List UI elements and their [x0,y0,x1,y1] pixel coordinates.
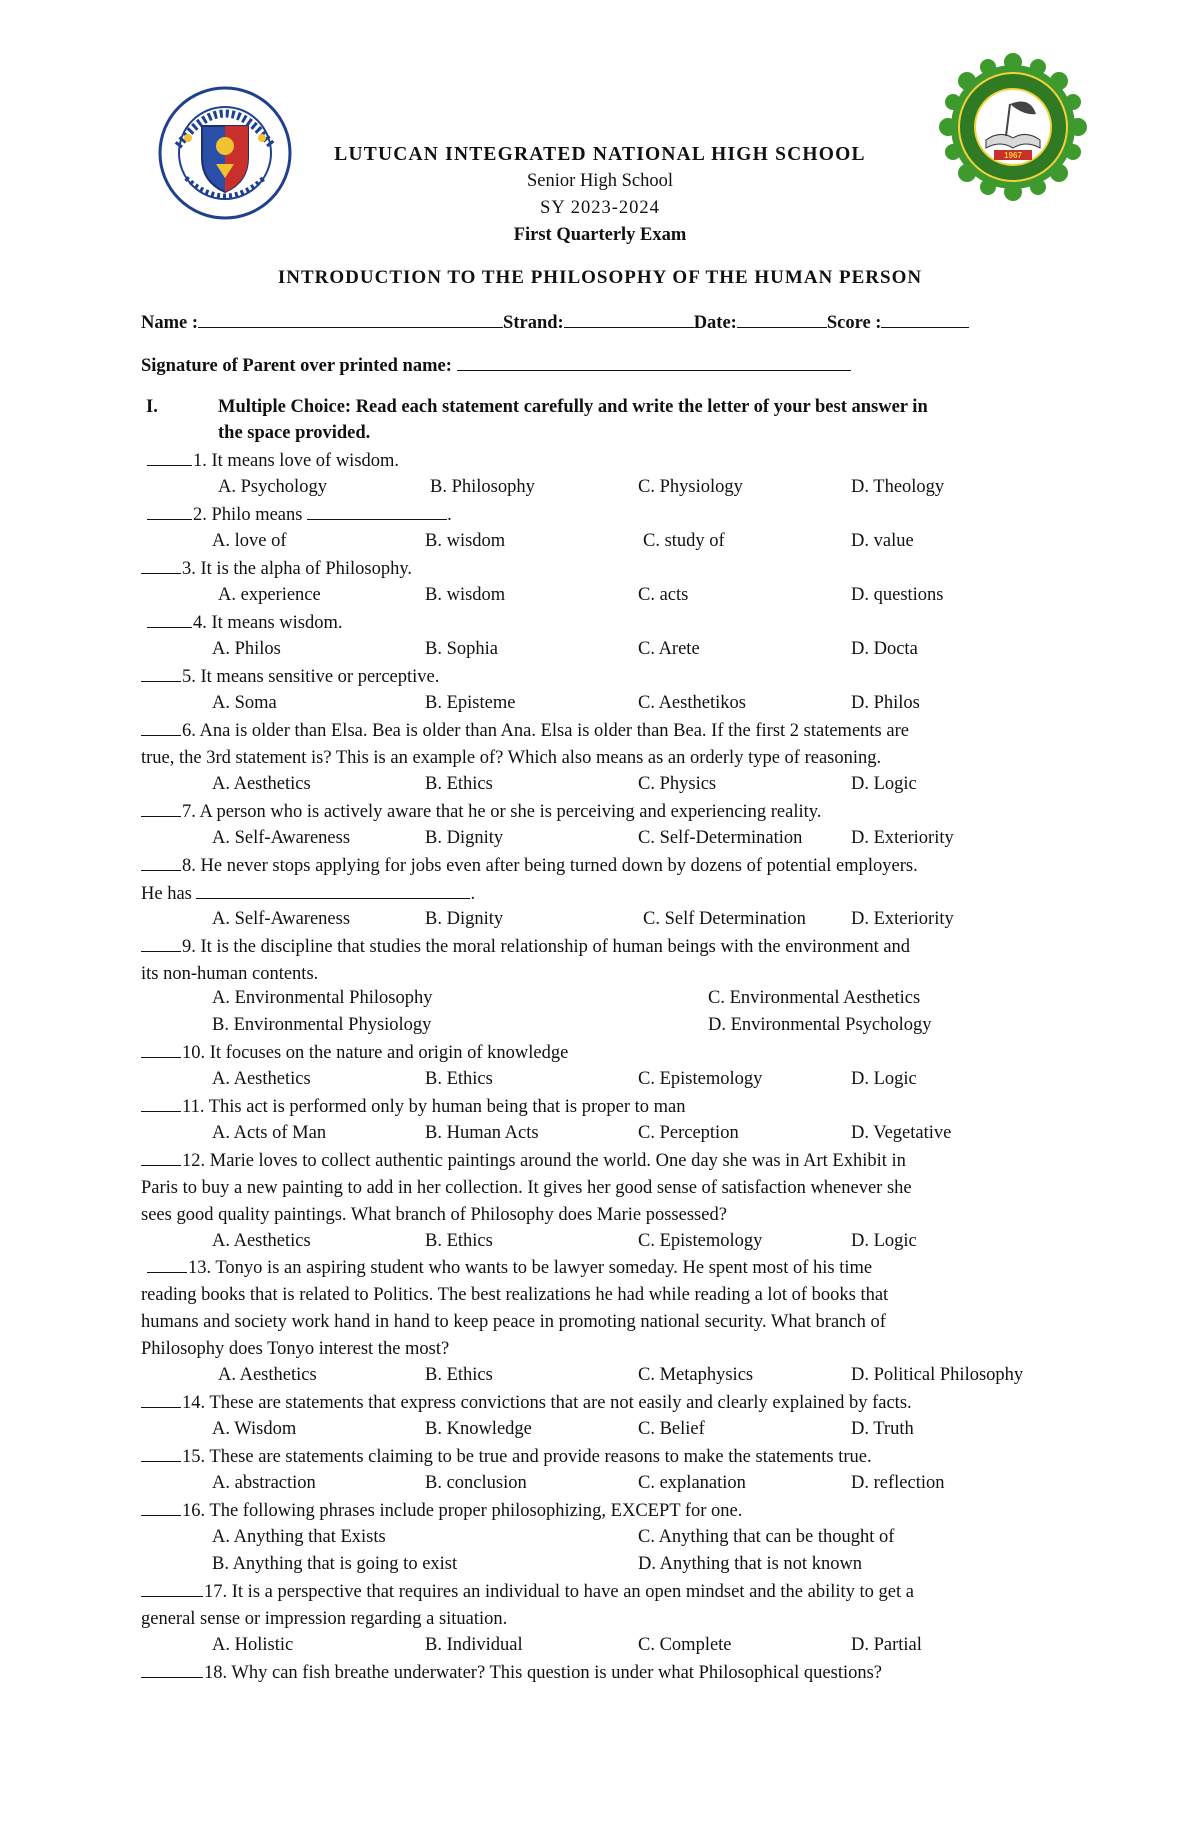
option-d: D. Docta [851,639,918,659]
option-c: C. Epistemology [638,1231,763,1251]
answer-blank[interactable] [141,555,181,574]
answer-blank[interactable] [141,1389,181,1408]
name-field[interactable] [198,308,503,328]
option-c: C. Epistemology [638,1069,763,1089]
option-d: D. Partial [851,1635,922,1655]
answer-blank[interactable] [141,798,181,817]
option-c: C. Arete [638,639,700,659]
answer-blank[interactable] [141,1443,181,1462]
option-b: B. Knowledge [425,1419,532,1439]
question-1: 1. It means love of wisdom. [141,447,1061,475]
answer-blank[interactable] [141,717,181,736]
question-17: 17. It is a perspective that requires an individual to have an open mindset and the ability to get a general sense or impression regarding a situation. [141,1578,1061,1633]
option-c: C. Belief [638,1419,705,1439]
question-12: 12. Marie loves to collect authentic paintings around the world. One day she was in Art Exhibit in Paris to buy a new painting to add in her collection. It gives her good sense of satisfaction whenever she sees good quality paintings. What branch of Philosophy does Marie possessed? [141,1147,1061,1229]
answer-blank[interactable] [141,1659,203,1678]
question-9: 9. It is the discipline that studies the moral relationship of human beings with the environment and its non-human contents. [141,933,1061,988]
option-b: B. Philosophy [430,477,535,497]
answer-blank[interactable] [141,1147,181,1166]
option-b: B. Individual [425,1635,523,1655]
option-d: D. Exteriority [851,909,954,929]
section-number: I. [146,397,158,417]
answer-blank[interactable] [141,1497,181,1516]
option-b: B. Environmental Physiology [212,1015,432,1035]
option-d: D. Logic [851,1231,917,1251]
question-10: 10. It focuses on the nature and origin of knowledge [141,1039,1061,1067]
exam-title: First Quarterly Exam [513,225,687,245]
question-15: 15. These are statements claiming to be true and provide reasons to make the statements true. [141,1443,1061,1471]
school-name: LUTUCAN INTEGRATED NATIONAL HIGH SCHOOL [334,144,866,165]
question-2: 2. Philo means . [141,501,1061,529]
option-d: D. reflection [851,1473,945,1493]
answer-blank[interactable] [141,852,181,871]
section-instruction-line1: Multiple Choice: Read each statement carefully and write the letter of your best answer in [218,397,928,417]
option-b: B. Sophia [425,639,498,659]
question-3: 3. It is the alpha of Philosophy. [141,555,1061,583]
option-c: C. Anything that can be thought of [638,1527,895,1547]
date-label: Date: [693,313,737,333]
signature-label: Signature of Parent over printed name: [141,356,452,376]
option-b: B. Episteme [425,693,516,713]
option-a: A. Self-Awareness [212,828,351,848]
option-d: D. Theology [851,477,945,497]
option-c: C. study of [643,531,725,551]
option-a: A. Philos [212,639,281,659]
option-a: A. Holistic [212,1635,294,1655]
answer-blank[interactable] [147,501,192,520]
option-c: C. Aesthetikos [638,693,746,713]
school-year: SY 2023-2024 [540,198,660,218]
score-field[interactable] [881,308,969,328]
question-4: 4. It means wisdom. [141,609,1061,637]
option-a: A. experience [218,585,321,605]
option-a: A. Psychology [218,477,327,497]
option-b: B. Ethics [425,1069,493,1089]
info-row [141,308,969,337]
option-c: C. Complete [638,1635,732,1655]
option-d: D. Philos [851,693,920,713]
option-a: A. Self-Awareness [212,909,351,929]
option-d: D. Exteriority [851,828,954,848]
option-b: B. conclusion [425,1473,527,1493]
answer-blank[interactable] [141,1578,203,1597]
question-7: 7. A person who is actively aware that he or she is perceiving and experiencing reality. [141,798,1061,826]
option-c: C. Self Determination [643,909,806,929]
option-a: A. Aesthetics [212,1069,311,1089]
option-a: A. Soma [212,693,277,713]
option-d: D. Logic [851,774,917,794]
date-field[interactable] [737,308,827,328]
option-a: A. love of [212,531,287,551]
option-c: C. acts [638,585,689,605]
question-6: 6. Ana is older than Elsa. Bea is older than Ana. Elsa is older than Bea. If the first 2 statements are true, the 3rd statement is? This is an example of? Which also means as an orderly type of reasoning. [141,717,1061,772]
answer-blank[interactable] [147,447,192,466]
option-a: A. Environmental Philosophy [212,988,433,1008]
question-11: 11. This act is performed only by human being that is proper to man [141,1093,1061,1121]
section-instruction-line2: the space provided. [218,423,371,443]
option-d: D. value [851,531,914,551]
option-a: A. Acts of Man [212,1123,327,1143]
option-b: B. Ethics [425,1231,493,1251]
option-a: A. Aesthetics [218,1365,317,1385]
option-b: B. Dignity [425,828,504,848]
subject-title: INTRODUCTION TO THE PHILOSOPHY OF THE HUMAN PERSON [277,267,923,288]
answer-blank[interactable] [147,609,192,628]
option-b: B. Ethics [425,1365,493,1385]
option-b: B. Dignity [425,909,504,929]
option-a: A. Anything that Exists [212,1527,386,1547]
department: Senior High School [527,171,673,191]
option-d: D. questions [851,585,944,605]
strand-field[interactable] [564,308,694,328]
option-a: A. Aesthetics [212,774,311,794]
answer-blank[interactable] [141,1039,181,1058]
question-14: 14. These are statements that express convictions that are not easily and clearly explained by facts. [141,1389,1061,1417]
option-d: D. Logic [851,1069,917,1089]
option-c: C. Physiology [638,477,743,497]
score-label: Score : [826,313,882,333]
answer-blank[interactable] [147,1254,187,1273]
option-c: C. Perception [638,1123,739,1143]
option-b: B. Ethics [425,774,493,794]
signature-field[interactable] [457,351,851,371]
answer-blank[interactable] [141,1093,181,1112]
option-a: A. Wisdom [212,1419,297,1439]
option-d: D. Anything that is not known [638,1554,863,1574]
question-8: 8. He never stops applying for jobs even after being turned down by dozens of potential employers. He has . [141,852,1061,908]
question-5: 5. It means sensitive or perceptive. [141,663,1061,691]
name-label: Name : [141,313,199,333]
answer-blank[interactable] [141,663,181,682]
option-a: A. Aesthetics [212,1231,311,1251]
signature-row [141,351,851,380]
option-b: B. wisdom [425,531,506,551]
question-16: 16. The following phrases include proper philosophizing, EXCEPT for one. [141,1497,1061,1525]
option-d: D. Political Philosophy [851,1365,1024,1385]
option-c: C. Environmental Aesthetics [708,988,921,1008]
option-d: D. Vegetative [851,1123,952,1143]
answer-blank[interactable] [141,933,181,952]
option-c: C. Self-Determination [638,828,803,848]
option-b: B. wisdom [425,585,506,605]
option-d: D. Environmental Psychology [708,1015,932,1035]
option-a: A. abstraction [212,1473,316,1493]
seal-year: 1967 [1004,151,1022,160]
fill-in-blank[interactable] [307,501,447,520]
option-b: B. Human Acts [425,1123,539,1143]
question-13: 13. Tonyo is an aspiring student who wants to be lawyer someday. He spent most of his time reading books that is related to Politics. The best realizations he had while reading a lot of books that humans and society work hand in hand to keep peace in promoting national security. What branch of Philosophy does Tonyo interest the most? [141,1254,1061,1363]
option-c: C. explanation [638,1473,746,1493]
option-b: B. Anything that is going to exist [212,1554,458,1574]
option-c: C. Metaphysics [638,1365,754,1385]
option-c: C. Physics [638,774,717,794]
option-d: D. Truth [851,1419,914,1439]
question-18: 18. Why can fish breathe underwater? This question is under what Philosophical questions? [141,1659,1061,1687]
strand-label: Strand: [503,313,564,333]
fill-in-blank[interactable] [196,880,470,899]
